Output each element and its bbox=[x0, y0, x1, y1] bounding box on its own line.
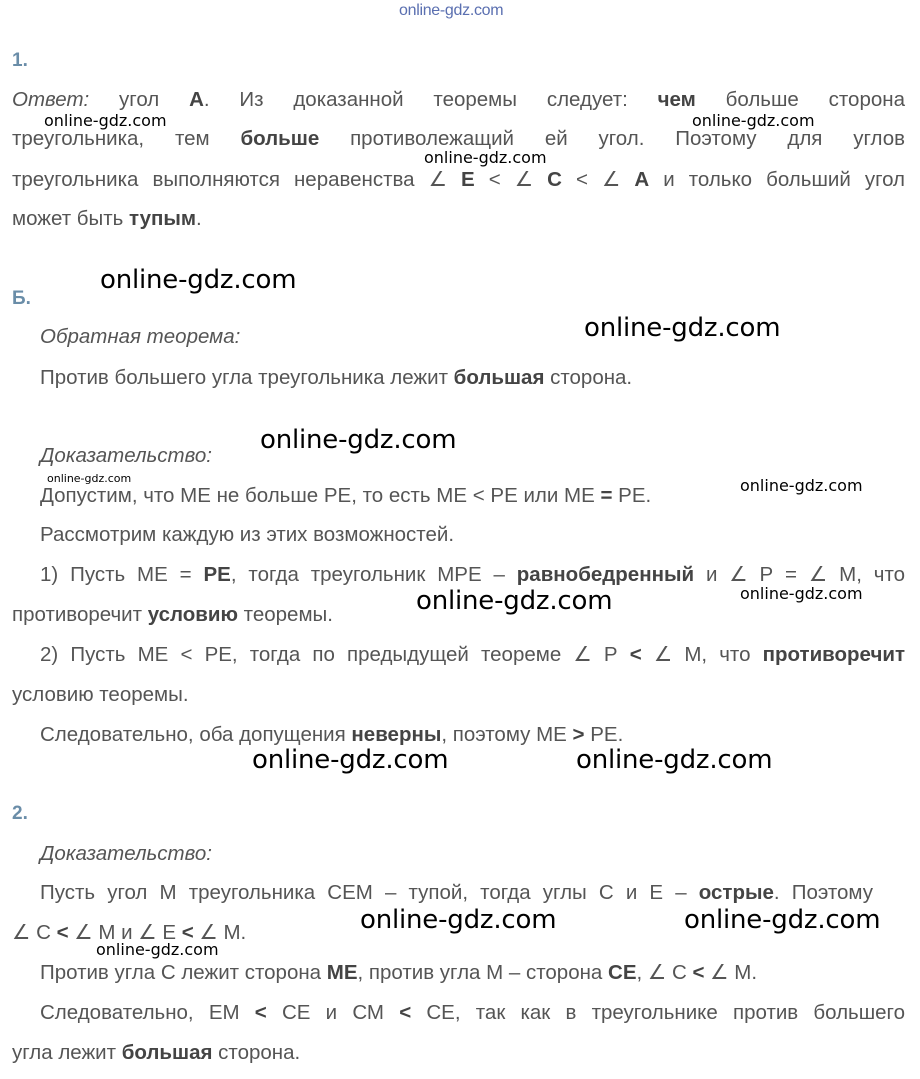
watermark: online-gdz.com bbox=[47, 472, 132, 485]
s1-line-1: Ответ: угол А. Из доказанной теоремы следует: чем больше сторона bbox=[12, 88, 905, 111]
proof-heading-2: Доказательство: bbox=[40, 842, 212, 865]
proof-b-line-5: 2) Пусть МЕ < РЕ, тогда по предыдущей теореме ∠ Р < ∠ М, что противоречит bbox=[40, 643, 905, 666]
watermark: online-gdz.com bbox=[584, 313, 781, 343]
watermark: online-gdz.com bbox=[44, 111, 167, 130]
section-number-2: 2. bbox=[12, 803, 28, 824]
watermark: online-gdz.com bbox=[360, 905, 557, 935]
proof-b-line-7: Следовательно, оба допущения неверны, поэтому МЕ > РЕ. bbox=[40, 723, 624, 746]
watermark: online-gdz.com bbox=[424, 148, 547, 167]
proof-heading-b: Доказательство: bbox=[40, 444, 212, 467]
section-number-1: 1. bbox=[12, 50, 28, 71]
watermark: online-gdz.com bbox=[740, 584, 863, 603]
proof-b-line-1: Допустим, что МЕ не больше РЕ, то есть МЕ < РЕ или МЕ = РЕ. bbox=[40, 484, 652, 507]
watermark: online-gdz.com bbox=[692, 111, 815, 130]
watermark: online-gdz.com bbox=[252, 745, 449, 775]
proof-b-line-3: 1) Пусть МЕ = РЕ, тогда треугольник МРЕ – равнобедренный и ∠ Р = ∠ М, что bbox=[40, 563, 906, 586]
reverse-theorem-text: Против большего угла треугольника лежит большая сторона. bbox=[40, 366, 633, 389]
s2-line-4: Следовательно, ЕМ < СЕ и СМ < СЕ, так как в треугольнике против большего bbox=[40, 1001, 905, 1024]
proof-b-line-6: условию теоремы. bbox=[12, 683, 189, 706]
proof-b-line-2: Рассмотрим каждую из этих возможностей. bbox=[40, 523, 455, 546]
s1-line-4: может быть тупым. bbox=[12, 207, 202, 230]
watermark: online-gdz.com bbox=[96, 940, 219, 959]
s2-line-1: Пусть угол М треугольника СЕМ – тупой, тогда углы С и Е – острые. Поэтому bbox=[40, 881, 873, 904]
s2-line-3: Против угла С лежит сторона МЕ, против угла М – сторона СЕ, ∠ С < ∠ М. bbox=[40, 961, 758, 984]
s2-line-5: угла лежит большая сторона. bbox=[12, 1041, 301, 1064]
watermark: online-gdz.com bbox=[416, 586, 613, 616]
watermark: online-gdz.com bbox=[260, 425, 457, 455]
watermark: online-gdz.com bbox=[684, 905, 881, 935]
s1-line-3: треугольника выполняются неравенства ∠ Е < ∠ С < ∠ А и только больший угол bbox=[12, 168, 906, 191]
proof-b-line-4: противоречит условию теоремы. bbox=[12, 603, 333, 626]
watermark: online-gdz.com bbox=[740, 476, 863, 495]
watermark: online-gdz.com bbox=[576, 745, 773, 775]
section-number-b: Б. bbox=[12, 288, 31, 309]
watermark: online-gdz.com bbox=[100, 265, 297, 295]
reverse-theorem-heading: Обратная теорема: bbox=[40, 325, 241, 348]
s2-line-2: ∠ С < ∠ М и ∠ Е < ∠ М. bbox=[12, 921, 247, 944]
site-header: online-gdz.com bbox=[399, 2, 504, 19]
s1-line-2: треугольника, тем больше противолежащий ей угол. Поэтому для углов bbox=[12, 127, 905, 150]
